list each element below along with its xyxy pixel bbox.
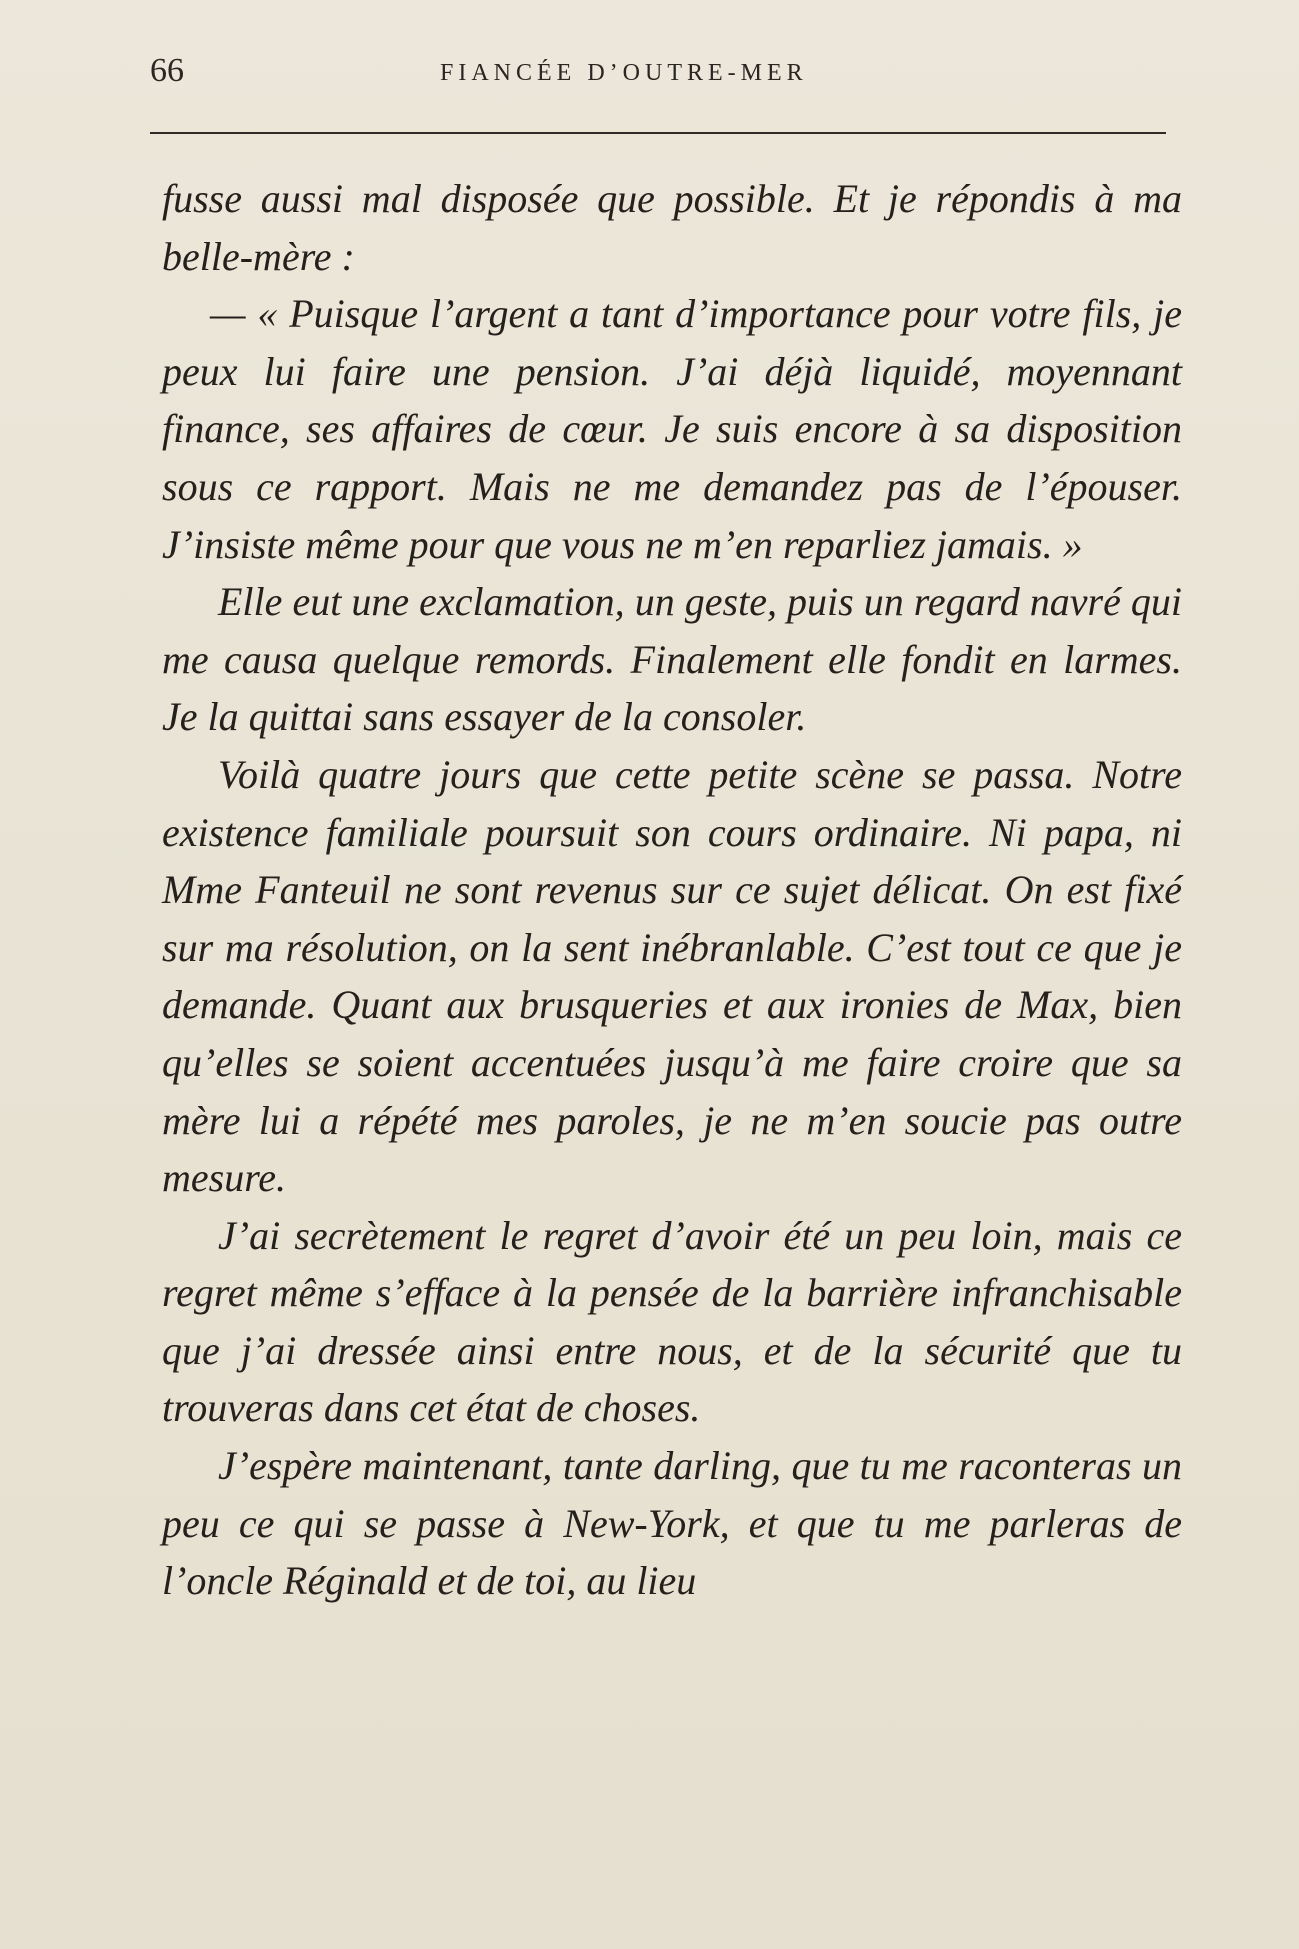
paragraph: Elle eut une exclamation, un geste, puis un regard navré qui me causa quelque remords. Finalement elle fondit en larmes. Je la quittai sans essayer de la consoler. (162, 579, 1182, 740)
paragraph: Voilà quatre jours que cette petite scène se passa. Notre existence familiale poursuit son cours ordinaire. Ni papa, ni Mme Fanteuil ne sont revenus sur ce sujet délicat. On est fixé sur ma résolution, on la sent inébranlable. C’est tout ce que je demande. Quant aux brusqueries et aux ironies de Max, bien qu’elles se soient accentuées jusqu’à me faire croire que sa mère lui a répété mes paroles, je ne m’en soucie pas outre mesure. (162, 751, 1182, 1201)
running-head: FIANCÉE D’OUTRE-MER (440, 60, 808, 86)
paragraph: J’espère maintenant, tante darling, que tu me raconteras un peu ce qui se passe à New-York, et que tu me parleras de l’oncle Réginald et de toi, au lieu (162, 1443, 1182, 1604)
body-text (162, 170, 1182, 1610)
header-rule (150, 132, 1166, 134)
paragraph: J’ai secrètement le regret d’avoir été un peu loin, mais ce regret même s’efface à la pensée de la barrière infranchisable que j’ai dressée ainsi entre nous, et de la sécurité que tu trouveras dans cet état de choses. (162, 1212, 1182, 1431)
paragraph: fusse aussi mal disposée que possible. Et je répondis à ma belle-mère : (162, 176, 1182, 279)
paragraph: — « Puisque l’argent a tant d’importance pour votre fils, je peux lui faire une pension. J’ai déjà liquidé, moyennant finance, ses affaires de cœur. Je suis encore à sa disposition sous ce rapport. Mais ne me demandez pas de l’épouser. J’insiste même pour que vous ne m’en reparliez jamais. » (162, 291, 1182, 567)
page-header (150, 52, 1170, 102)
page-number: 66 (150, 52, 184, 89)
